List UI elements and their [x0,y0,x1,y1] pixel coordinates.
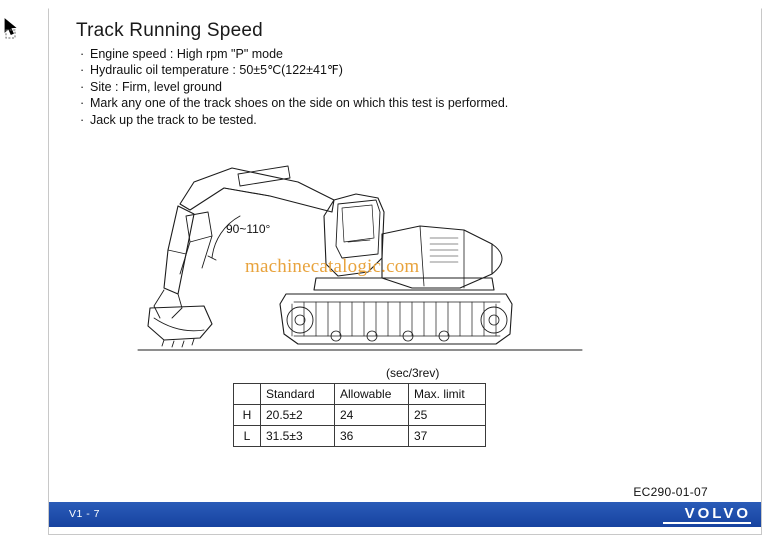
watermark-text: machinecatalogic.com [245,256,420,277]
page-number: V1 - 7 [69,508,101,520]
table-row [234,405,486,426]
cell-max-limit: 25 [409,405,486,426]
cell-max-limit: 37 [409,426,486,447]
page-footer [49,502,761,527]
bullet-list [80,46,700,128]
spec-table [233,383,486,447]
list-item-label: Jack up the track to be tested. [90,112,257,127]
cell-allowable: 24 [335,405,409,426]
row-label: L [234,426,261,447]
document-code: EC290-01-07 [633,485,708,499]
list-item [80,95,700,111]
cell-standard: 20.5±2 [261,405,335,426]
column-header-standard: Standard [261,384,335,405]
row-label: H [234,405,261,426]
list-item [80,79,700,95]
list-item-label: Engine speed : High rpm "P" mode [90,47,284,61]
table-units-label: (sec/3rev) [386,366,440,380]
list-item-label: Mark any one of the track shoes on the side on which this test is performed. [90,96,509,111]
list-item [80,62,700,78]
bullet-marker: · [80,63,85,78]
list-item [80,112,700,128]
angle-annotation: 90~110° [226,222,271,236]
cell-allowable: 36 [335,426,409,447]
bullet-marker: · [80,112,85,127]
list-item-label: Hydraulic oil temperature : 50±5℃(122±41℉) [90,63,343,78]
list-item-label: Site : Firm, level ground [90,79,222,94]
bullet-marker: · [80,96,85,111]
column-header-allowable: Allowable [335,384,409,405]
logo-underline [663,522,751,524]
table-header-row [234,384,486,405]
excavator-diagram [120,138,600,368]
column-header-blank [234,384,261,405]
arrow-cursor-icon [4,18,22,40]
cell-standard: 31.5±3 [261,426,335,447]
volvo-logo: VOLVO [684,505,751,522]
table-row [234,426,486,447]
list-item [80,46,700,62]
bullet-marker: · [80,47,85,61]
column-header-max-limit: Max. limit [409,384,486,405]
page-title: Track Running Speed [76,20,263,41]
bullet-marker: · [80,79,85,94]
